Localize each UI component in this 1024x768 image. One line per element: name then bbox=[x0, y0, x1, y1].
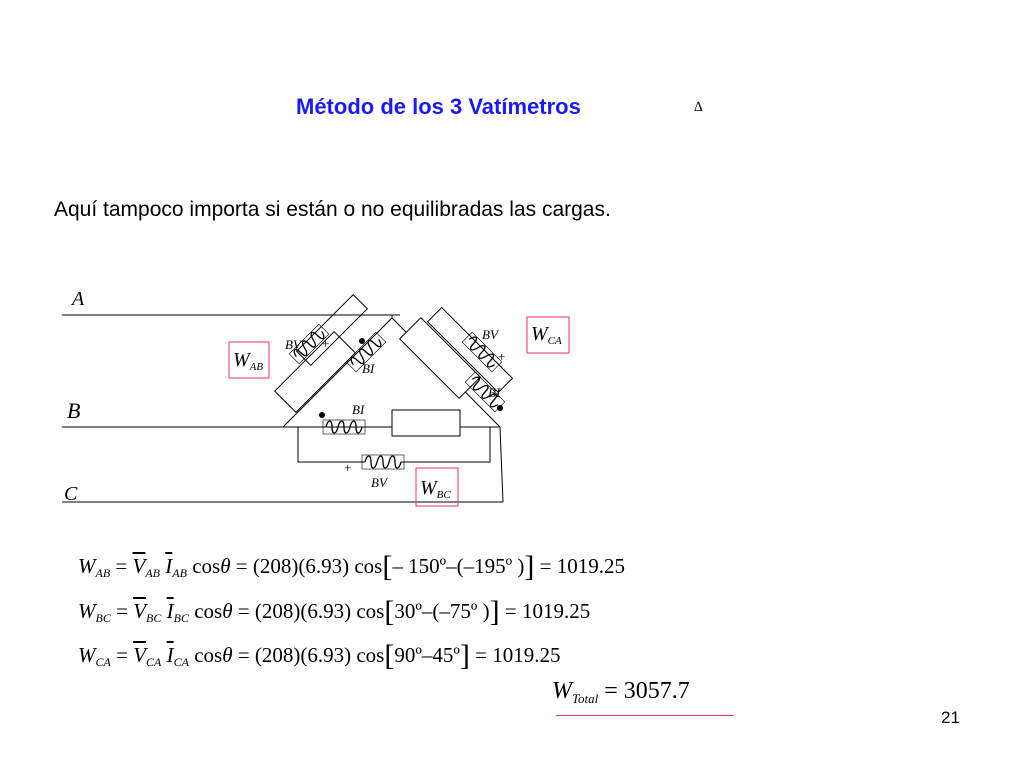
equation-wab: $W_{AB} = \overline{V}_{AB}$ $\overline{I}_{AB}$ cosθ = (208)(6.93) cos[– 150º–(–195º )] = 1019.25 bbox=[78, 550, 625, 583]
line-b-label: B bbox=[67, 398, 81, 423]
intro-text: Aquí tampoco importa si están o no equilibradas las cargas. bbox=[54, 198, 611, 221]
bv-label-ab: BV bbox=[285, 337, 301, 352]
voltage-coil-bc bbox=[362, 455, 404, 469]
page-number: 21 bbox=[941, 708, 960, 727]
plus-ab: + bbox=[322, 336, 330, 351]
svg-text:WAB: $W_{AB}$ bbox=[233, 349, 264, 373]
plus-bc: + bbox=[344, 460, 352, 475]
wattmeter-ca-label bbox=[527, 317, 569, 353]
line-c-label: C bbox=[64, 483, 78, 505]
slide-title: Método de los 3 Vatímetros bbox=[296, 94, 581, 119]
load-ca bbox=[400, 318, 481, 399]
bi-label-ca: BI bbox=[488, 385, 501, 400]
plus-ca: + bbox=[498, 349, 506, 364]
load-bc bbox=[392, 410, 460, 436]
svg-text:WBC: $W_{BC}$ bbox=[420, 477, 451, 501]
total-underline bbox=[556, 715, 734, 716]
line-a-label: A bbox=[72, 288, 85, 310]
bv-label-ca: BV bbox=[482, 327, 498, 342]
bv-label-bc: BV bbox=[371, 475, 387, 490]
equation-wbc: $W_{BC} = \overline{V}_{BC}$ $\overline{I}_{BC}$ cosθ = (208)(6.93) cos[30º–(–75º )] = 1019.25 bbox=[78, 595, 591, 628]
equation-wca: $W_{CA} = \overline{V}_{CA}$ $\overline{I}_{CA}$ cosθ = (208)(6.93) cos[90º–45º] = 1019.25 bbox=[78, 639, 561, 672]
wattmeter-ab-label bbox=[229, 342, 269, 378]
svg-text:WCA: $W_{CA}$ bbox=[531, 323, 562, 347]
wattmeter-bc-label bbox=[416, 468, 458, 506]
delta-symbol: ∆ bbox=[694, 100, 703, 115]
total-power: $W_{Total} = 3057.7$ bbox=[552, 678, 690, 706]
bi-label-bc: BI bbox=[352, 402, 365, 417]
bi-label-ab: BI bbox=[362, 361, 375, 376]
